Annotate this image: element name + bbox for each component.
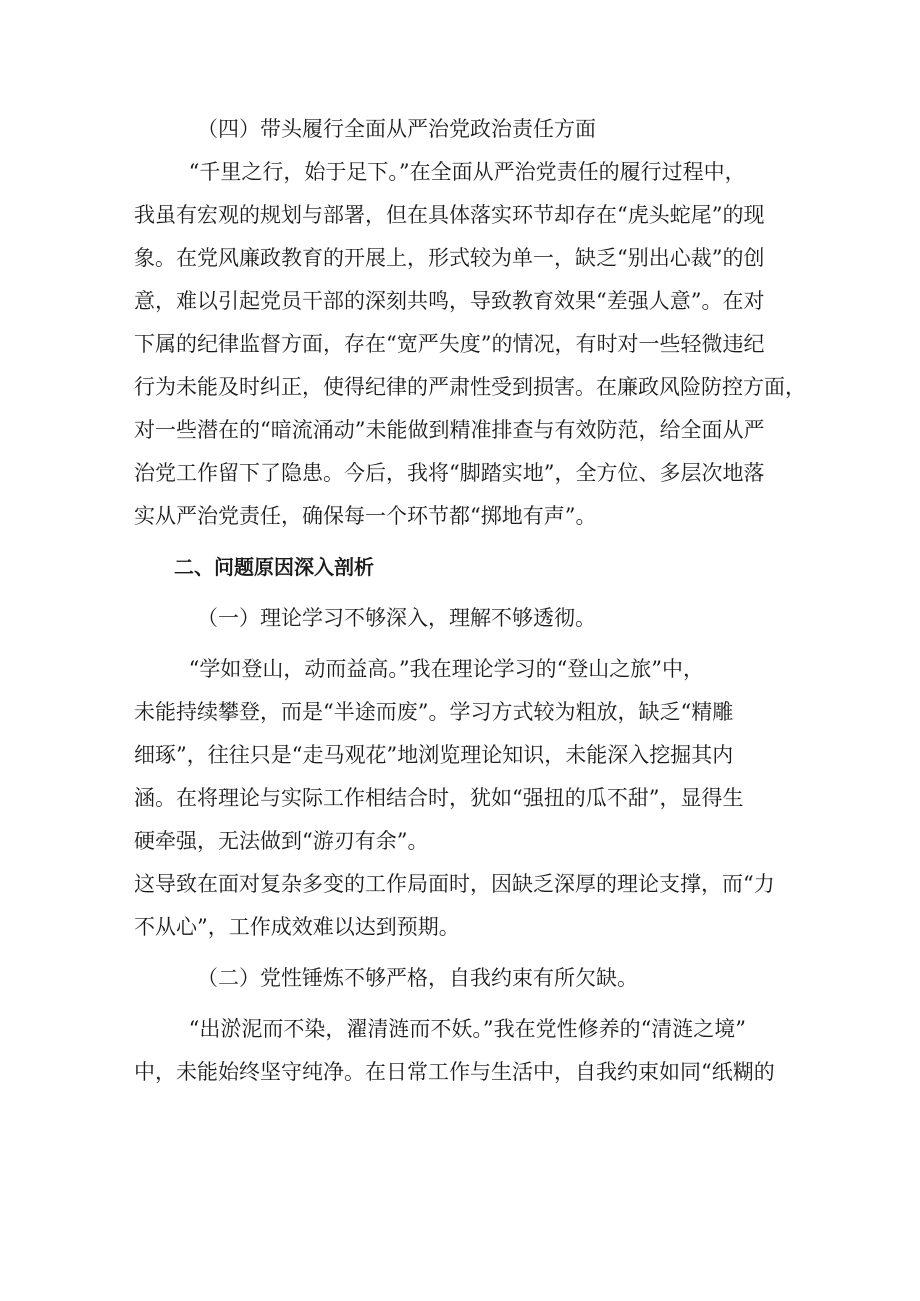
text-line: 行为未能及时纠正，使得纪律的严肃性受到损害。在廉政风险防控方面， <box>134 375 806 399</box>
cause-1-heading: （一）理论学习不够深入，理解不够透彻。 <box>197 606 596 630</box>
text-line: 这导致在面对复杂多变的工作局面时，因缺乏深厚的理论支撑，而“力 <box>134 872 775 896</box>
text-line: 象。在党风廉政教育的开展上，形式较为单一，缺乏“别出心裁”的创 <box>134 246 765 270</box>
text-line: “出淤泥而不染，濯清涟而不妖。”我在党性修养的“清涟之境” <box>188 1017 747 1041</box>
text-line: 对一些潜在的“暗流涌动”未能做到精准排查与有效防范，给全面从严 <box>134 418 765 442</box>
text-line: 硬牵强，无法做到“游刃有余”。 <box>134 829 429 853</box>
text-line: 下属的纪律监督方面，存在“宽严失度”的情况，有时对一些轻微违纪 <box>134 332 765 356</box>
document-body <box>134 108 806 1094</box>
text-line: 我虽有宏观的规划与部署，但在具体落实环节却存在“虎头蛇尾”的现 <box>134 203 765 227</box>
text-line: 中，未能始终坚守纯净。在日常工作与生活中，自我约束如同“纸糊的 <box>134 1060 775 1084</box>
section-4-paragraph <box>134 151 806 538</box>
text-line: 不从心”，工作成效难以达到预期。 <box>134 915 460 939</box>
text-line: 未能持续攀登，而是“半途而废”。学习方式较为粗放，缺乏“精雕 <box>134 700 734 724</box>
text-line: “学如登山，动而益高。”我在理论学习的“登山之旅”中， <box>188 657 705 681</box>
cause-1-paragraph-2 <box>134 863 789 949</box>
text-line: 实从严治党责任，确保每一个环节都“掷地有声”。 <box>134 504 597 528</box>
text-line: “千里之行，始于足下。”在全面从严治党责任的履行过程中， <box>188 160 746 184</box>
text-line: 细琢”，往往只是“走马观花”地浏览理论知识，未能深入挖掘其内 <box>134 743 734 767</box>
section-4-heading: （四）带头履行全面从严治党政治责任方面 <box>197 117 596 141</box>
cause-1-paragraph <box>134 648 789 863</box>
text-line: 意，难以引起党员干部的深刻共鸣，导致教育效果“差强人意”。在对 <box>134 289 765 313</box>
cause-2-paragraph <box>134 1008 789 1094</box>
part-2-heading: 二、问题原因深入剖析 <box>174 555 374 579</box>
text-line: 涵。在将理论与实际工作相结合时，犹如“强扭的瓜不甜”，显得生 <box>134 786 744 810</box>
cause-2-heading: （二）党性锤炼不够严格，自我约束有所欠缺。 <box>197 966 638 990</box>
text-line: 治党工作留下了隐患。今后，我将“脚踏实地”，全方位、多层次地落 <box>134 461 765 485</box>
